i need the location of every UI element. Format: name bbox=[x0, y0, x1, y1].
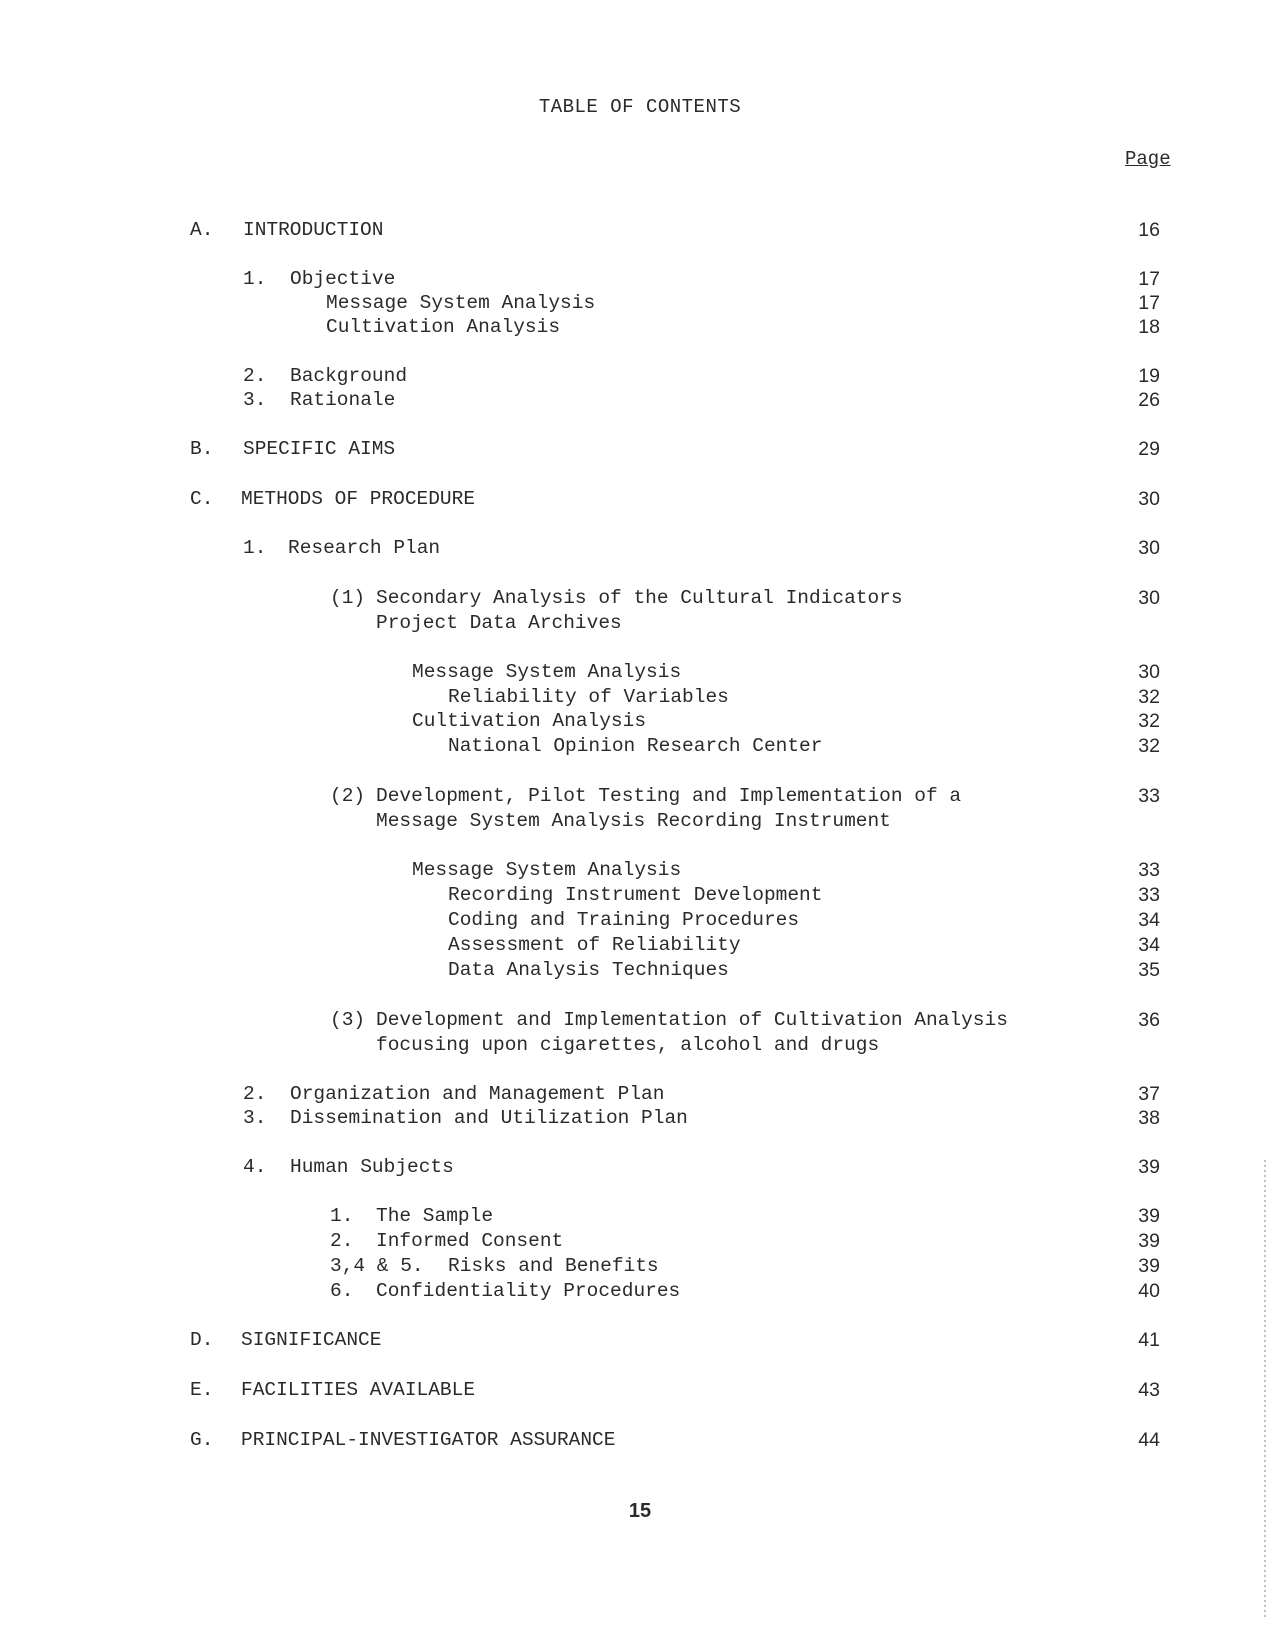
toc-entry bbox=[0, 1008, 1008, 1032]
toc-page-number: 30 bbox=[1138, 488, 1160, 510]
toc-text: Data Analysis Techniques bbox=[448, 959, 729, 981]
toc-page-number: 39 bbox=[1138, 1205, 1160, 1227]
toc-page-number: 33 bbox=[1138, 859, 1160, 881]
toc-text: Project Data Archives bbox=[376, 612, 622, 634]
toc-label: 1. bbox=[243, 268, 267, 290]
toc-entry bbox=[0, 1204, 494, 1228]
toc-page-number: 32 bbox=[1138, 686, 1160, 708]
toc-entry bbox=[0, 1033, 880, 1057]
toc-text: National Opinion Research Center bbox=[448, 735, 823, 757]
toc-page-number: 17 bbox=[1138, 292, 1160, 314]
toc-entry bbox=[0, 364, 408, 388]
toc-page-number: 17 bbox=[1138, 268, 1160, 290]
toc-page-number: 18 bbox=[1138, 316, 1160, 338]
toc-text: Objective bbox=[290, 268, 396, 290]
toc-text: SIGNIFICANCE bbox=[241, 1329, 382, 1351]
toc-page-number: 34 bbox=[1138, 909, 1160, 931]
toc-entry bbox=[0, 487, 476, 511]
toc-entry bbox=[0, 1106, 688, 1130]
toc-page-number: 37 bbox=[1138, 1083, 1160, 1105]
toc-entry bbox=[0, 883, 823, 907]
toc-entry bbox=[0, 1082, 665, 1106]
toc-page-number: 38 bbox=[1138, 1107, 1160, 1129]
toc-label: 2. bbox=[243, 365, 267, 387]
toc-label: B. bbox=[190, 438, 214, 460]
toc-page-number: 29 bbox=[1138, 438, 1160, 460]
toc-entry bbox=[0, 1155, 454, 1179]
toc-text: Confidentiality Procedures bbox=[376, 1280, 681, 1302]
toc-text: METHODS OF PROCEDURE bbox=[241, 488, 476, 510]
toc-page-number: 39 bbox=[1138, 1230, 1160, 1252]
toc-text: Reliability of Variables bbox=[448, 686, 729, 708]
toc-text: FACILITIES AVAILABLE bbox=[241, 1379, 476, 1401]
toc-text: The Sample bbox=[376, 1205, 494, 1227]
toc-entry bbox=[0, 388, 396, 412]
toc-page-number: 43 bbox=[1138, 1379, 1160, 1401]
toc-text: focusing upon cigarettes, alcohol and drugs bbox=[376, 1034, 880, 1056]
toc-page-number: 41 bbox=[1138, 1329, 1160, 1351]
toc-entry bbox=[0, 1328, 382, 1352]
toc-page-number: 30 bbox=[1138, 537, 1160, 559]
toc-entry bbox=[0, 267, 396, 291]
toc-entry bbox=[0, 858, 682, 882]
toc-entry bbox=[0, 958, 729, 982]
toc-entry bbox=[0, 291, 596, 315]
toc-text: Development, Pilot Testing and Implementation of a bbox=[376, 785, 962, 807]
toc-text: Organization and Management Plan bbox=[290, 1083, 665, 1105]
toc-text: Informed Consent bbox=[376, 1230, 564, 1252]
toc-page-number: 19 bbox=[1138, 365, 1160, 387]
toc-entry bbox=[0, 908, 800, 932]
toc-text: Message System Analysis bbox=[326, 292, 596, 314]
toc-text: Cultivation Analysis bbox=[326, 316, 561, 338]
toc-text: Dissemination and Utilization Plan bbox=[290, 1107, 688, 1129]
toc-label: 1. bbox=[330, 1205, 354, 1227]
toc-label: 1. bbox=[243, 537, 267, 559]
toc-label: (3) bbox=[330, 1009, 366, 1031]
toc-entry bbox=[0, 1229, 564, 1253]
toc-label: 3. bbox=[243, 389, 267, 411]
scan-edge-artifact bbox=[1264, 1160, 1266, 1620]
toc-text: Message System Analysis bbox=[412, 661, 682, 683]
toc-page-number: 34 bbox=[1138, 934, 1160, 956]
toc-text: Message System Analysis bbox=[412, 859, 682, 881]
toc-label: G. bbox=[190, 1429, 214, 1451]
toc-entry bbox=[0, 784, 962, 808]
toc-page-number: 30 bbox=[1138, 661, 1160, 683]
toc-page-number: 26 bbox=[1138, 389, 1160, 411]
toc-label: 6. bbox=[330, 1280, 354, 1302]
toc-label: A. bbox=[190, 219, 214, 241]
toc-label: D. bbox=[190, 1329, 214, 1351]
toc-text: SPECIFIC AIMS bbox=[243, 438, 396, 460]
toc-page-number: 40 bbox=[1138, 1280, 1160, 1302]
toc-entry bbox=[0, 1279, 681, 1303]
toc-label: C. bbox=[190, 488, 214, 510]
toc-page-number: 33 bbox=[1138, 785, 1160, 807]
footer-page-number: 15 bbox=[628, 1500, 652, 1522]
toc-label: (2) bbox=[330, 785, 366, 807]
toc-page-number: 39 bbox=[1138, 1156, 1160, 1178]
toc-entry bbox=[0, 933, 741, 957]
toc-entry bbox=[0, 734, 823, 758]
toc-label: E. bbox=[190, 1379, 214, 1401]
toc-entry bbox=[0, 1428, 616, 1452]
toc-page-number: 44 bbox=[1138, 1429, 1160, 1451]
toc-entry bbox=[0, 611, 622, 635]
toc-page-number: 30 bbox=[1138, 587, 1160, 609]
toc-entry bbox=[0, 218, 384, 242]
toc-text: Rationale bbox=[290, 389, 396, 411]
toc-text: Human Subjects bbox=[290, 1156, 454, 1178]
toc-page-number: 39 bbox=[1138, 1255, 1160, 1277]
toc-entry bbox=[0, 709, 647, 733]
toc-entry bbox=[0, 586, 903, 610]
toc-entry bbox=[0, 809, 891, 833]
toc-text: Development and Implementation of Cultivation Analysis bbox=[376, 1009, 1008, 1031]
toc-page-number: 35 bbox=[1138, 959, 1160, 981]
toc-text: Secondary Analysis of the Cultural Indicators bbox=[376, 587, 903, 609]
toc-label: 2. bbox=[243, 1083, 267, 1105]
toc-entry bbox=[0, 685, 729, 709]
toc-entry bbox=[0, 1378, 476, 1402]
toc-page-number: 32 bbox=[1138, 710, 1160, 732]
page-column-heading: Page bbox=[1125, 148, 1171, 170]
toc-page-number: 32 bbox=[1138, 735, 1160, 757]
toc-page-number: 16 bbox=[1138, 219, 1160, 241]
toc-text: Background bbox=[290, 365, 408, 387]
toc-text: Cultivation Analysis bbox=[412, 710, 647, 732]
toc-text: Coding and Training Procedures bbox=[448, 909, 800, 931]
toc-text: Recording Instrument Development bbox=[448, 884, 823, 906]
toc-entry bbox=[0, 660, 682, 684]
toc-page-number: 36 bbox=[1138, 1009, 1160, 1031]
toc-label: 4. bbox=[243, 1156, 267, 1178]
toc-text: INTRODUCTION bbox=[243, 219, 384, 241]
toc-text: Risks and Benefits bbox=[448, 1255, 659, 1277]
toc-label: 3,4 & 5. bbox=[330, 1255, 424, 1277]
toc-text: PRINCIPAL-INVESTIGATOR ASSURANCE bbox=[241, 1429, 616, 1451]
toc-label: 2. bbox=[330, 1230, 354, 1252]
toc-text: Assessment of Reliability bbox=[448, 934, 741, 956]
toc-page-number: 33 bbox=[1138, 884, 1160, 906]
toc-text: Research Plan bbox=[288, 537, 441, 559]
toc-entry bbox=[0, 1254, 659, 1278]
toc-entry bbox=[0, 536, 441, 560]
toc-label: (1) bbox=[330, 587, 366, 609]
toc-entry bbox=[0, 437, 396, 461]
page-title: TABLE OF CONTENTS bbox=[538, 96, 742, 118]
toc-entry bbox=[0, 315, 561, 339]
toc-label: 3. bbox=[243, 1107, 267, 1129]
toc-text: Message System Analysis Recording Instrument bbox=[376, 810, 891, 832]
